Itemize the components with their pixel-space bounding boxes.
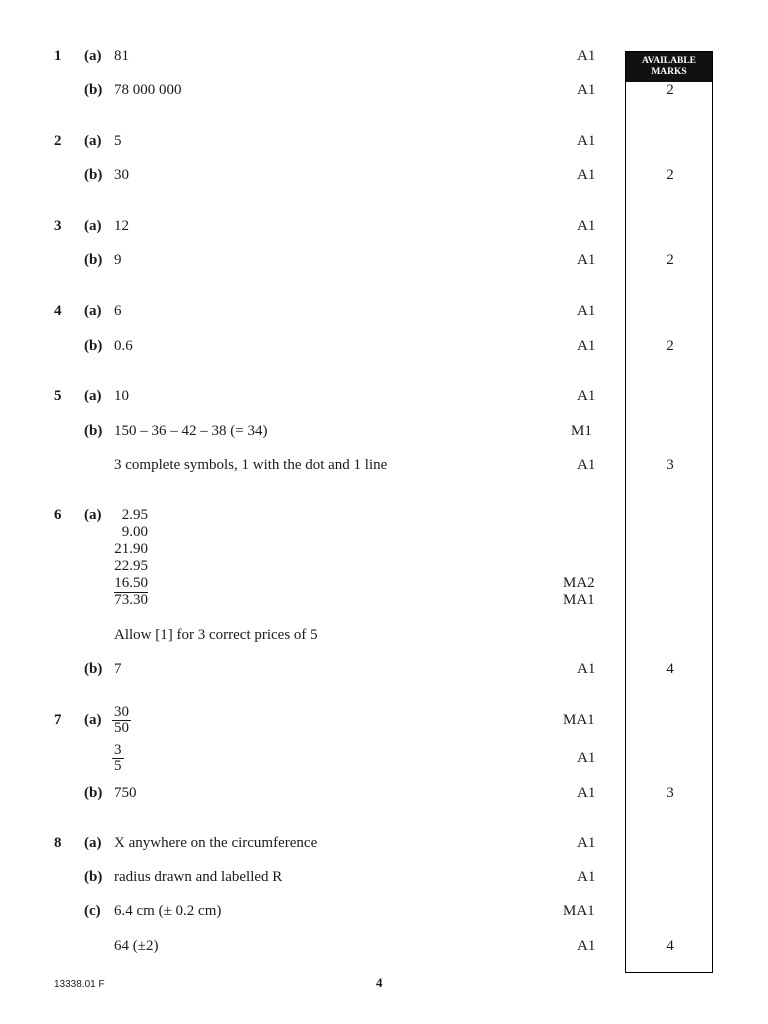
- answer-text: 10: [114, 388, 129, 404]
- part-label: (b): [84, 785, 103, 801]
- mark-code: MA2: [563, 575, 595, 591]
- price-value: 2.95: [121, 507, 148, 523]
- fraction: [112, 743, 124, 775]
- price-value: 16.50: [114, 575, 148, 591]
- part-label: (a): [84, 388, 102, 404]
- price-total: 73.30: [114, 592, 148, 608]
- part-label: (b): [84, 423, 103, 439]
- fraction-numerator: 3: [114, 742, 122, 758]
- question-number: 1: [54, 48, 62, 64]
- mark-code: MA1: [563, 712, 595, 728]
- available-marks-value: 2: [666, 82, 674, 98]
- fraction-denominator: 50: [114, 720, 129, 736]
- part-label: (b): [84, 82, 103, 98]
- part-label: (a): [84, 835, 102, 851]
- mark-code: MA1: [563, 592, 595, 608]
- part-label: (a): [84, 48, 102, 64]
- mark-code: A1: [577, 388, 596, 404]
- question-number: 2: [54, 133, 62, 149]
- question-number: 3: [54, 218, 62, 234]
- mark-code: A1: [577, 835, 596, 851]
- question-number: 8: [54, 835, 62, 851]
- mark-code: A1: [577, 661, 596, 677]
- price-value: 9.00: [121, 524, 148, 540]
- question-number: 6: [54, 507, 62, 523]
- mark-code: A1: [577, 457, 596, 473]
- mark-code: A1: [577, 48, 596, 64]
- answer-text: 30: [114, 167, 129, 183]
- price-value: 22.95: [114, 558, 148, 574]
- answer-text: 0.6: [114, 338, 133, 354]
- answer-text: 9: [114, 252, 122, 268]
- answer-text: 750: [114, 785, 137, 801]
- part-label: (a): [84, 303, 102, 319]
- mark-code: A1: [577, 133, 596, 149]
- answer-text: radius drawn and labelled R: [114, 869, 283, 885]
- available-marks-value: 3: [666, 785, 674, 801]
- available-marks-value: 4: [666, 938, 674, 954]
- answer-text: 5: [114, 133, 122, 149]
- mark-code: A1: [577, 218, 596, 234]
- question-number: 7: [54, 712, 62, 728]
- mark-code: A1: [577, 785, 596, 801]
- available-marks-value: 2: [666, 167, 674, 183]
- part-label: (c): [84, 903, 101, 919]
- part-label: (a): [84, 133, 102, 149]
- answer-text: 6: [114, 303, 122, 319]
- part-label: (a): [84, 507, 102, 523]
- fraction-numerator: 30: [114, 704, 129, 720]
- available-marks-header: AVAILABLE MARKS: [626, 52, 712, 82]
- available-marks-column: [625, 51, 713, 973]
- answer-text: 6.4 cm (± 0.2 cm): [114, 903, 222, 919]
- allowance-note: Allow [1] for 3 correct prices of 5: [114, 627, 318, 643]
- page-number: 4: [376, 975, 383, 990]
- mark-code: MA1: [563, 903, 595, 919]
- question-number: 4: [54, 303, 62, 319]
- mark-code: A1: [577, 252, 596, 268]
- price-value: 21.90: [114, 541, 148, 557]
- document-code: 13338.01 F: [54, 979, 105, 990]
- answer-text: 150 – 36 – 42 – 38 (= 34): [114, 423, 268, 439]
- mark-code: A1: [577, 938, 596, 954]
- part-label: (b): [84, 869, 103, 885]
- mark-code: A1: [577, 869, 596, 885]
- part-label: (a): [84, 712, 102, 728]
- available-marks-value: 4: [666, 661, 674, 677]
- answer-text: 7: [114, 661, 122, 677]
- question-number: 5: [54, 388, 62, 404]
- mark-code: A1: [577, 82, 596, 98]
- fraction-denominator: 5: [114, 758, 122, 774]
- part-label: (a): [84, 218, 102, 234]
- fraction: [112, 705, 131, 737]
- mark-code: A1: [577, 303, 596, 319]
- answer-text: 3 complete symbols, 1 with the dot and 1 line: [114, 457, 388, 473]
- answer-text: 64 (±2): [114, 938, 159, 954]
- part-label: (b): [84, 661, 103, 677]
- mark-code: A1: [577, 338, 596, 354]
- mark-code: A1: [577, 750, 596, 766]
- mark-code: M1: [571, 423, 592, 439]
- part-label: (b): [84, 167, 103, 183]
- answer-text: 12: [114, 218, 129, 234]
- available-marks-value: 3: [666, 457, 674, 473]
- part-label: (b): [84, 338, 103, 354]
- answer-text: 78 000 000: [114, 82, 182, 98]
- answer-text: 81: [114, 48, 129, 64]
- available-marks-value: 2: [666, 252, 674, 268]
- part-label: (b): [84, 252, 103, 268]
- available-marks-value: 2: [666, 338, 674, 354]
- mark-code: A1: [577, 167, 596, 183]
- answer-text: X anywhere on the circumference: [114, 835, 318, 851]
